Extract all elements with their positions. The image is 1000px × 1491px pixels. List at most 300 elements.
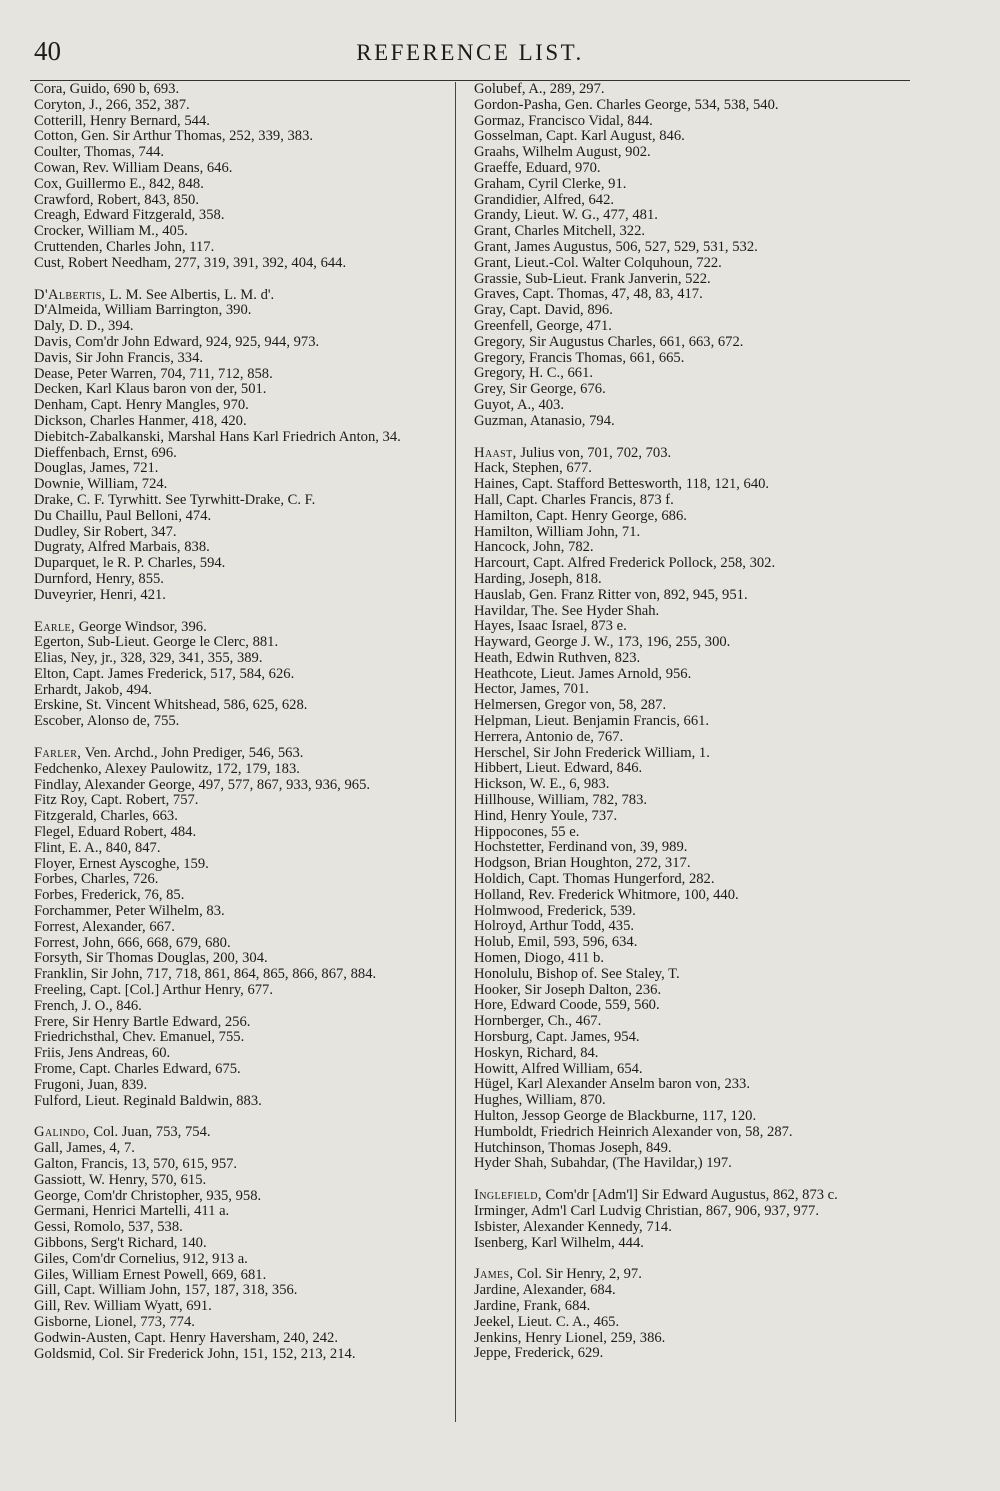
entry-text: French, J. O., 846.: [34, 997, 142, 1014]
entry-text: Forrest, Alexander, 667.: [34, 918, 175, 935]
entry-text: Gall, James, 4, 7.: [34, 1140, 135, 1157]
entry-text: Giles, Com'dr Cornelius, 912, 913 a.: [34, 1250, 248, 1267]
index-entry: [34, 145, 449, 161]
entry-text: Egerton, Sub-Lieut. George le Clerc, 881.: [34, 634, 279, 651]
index-entry: [34, 1283, 449, 1299]
entry-text: Jeppe, Frederick, 629.: [474, 1345, 604, 1362]
index-entry: [474, 1331, 902, 1347]
index-entry: [474, 556, 902, 572]
entry-text: Cruttenden, Charles John, 117.: [34, 238, 215, 255]
entry-text: Gessi, Romolo, 537, 538.: [34, 1219, 183, 1236]
entry-text: Friedrichsthal, Chev. Emanuel, 755.: [34, 1029, 245, 1046]
entry-text: Forbes, Charles, 726.: [34, 871, 159, 888]
index-entry: [34, 620, 449, 636]
index-entry: [34, 1299, 449, 1315]
index-entry: [474, 208, 902, 224]
index-entry: [34, 398, 449, 414]
index-entry: [474, 856, 902, 872]
entry-text: Golubef, A., 289, 297.: [474, 81, 605, 97]
index-entry: [34, 778, 449, 794]
index-entry: [474, 1014, 902, 1030]
entry-text: Heathcote, Lieut. James Arnold, 956.: [474, 665, 692, 682]
entry-text: Davis, Sir John Francis, 334.: [34, 349, 204, 366]
entry-text: Gregory, H. C., 661.: [474, 365, 594, 382]
entry-text: Gisborne, Lionel, 773, 774.: [34, 1313, 195, 1330]
index-entry: [34, 1331, 449, 1347]
entry-text: Erskine, St. Vincent Whitshead, 586, 625, 628.: [34, 697, 308, 714]
index-entry: [474, 1283, 902, 1299]
index-entry: [474, 935, 902, 951]
entry-text: Ven. Archd., John Prediger, 546, 563.: [81, 745, 304, 762]
entry-text: Dieffenbach, Ernst, 696.: [34, 444, 177, 461]
entry-text: Grassie, Sub-Lieut. Frank Janverin, 522.: [474, 270, 711, 287]
index-entry: [34, 319, 449, 335]
index-entry: [34, 414, 449, 430]
entry-text: Irminger, Adm'l Carl Ludvig Christian, 867, 906, 937, 977.: [474, 1202, 819, 1219]
index-entry: [474, 1204, 902, 1220]
index-entry: [474, 509, 902, 525]
index-entry: [474, 1299, 902, 1315]
index-entry: [34, 841, 449, 857]
index-entry: [474, 1109, 902, 1125]
index-entry: [474, 1062, 902, 1078]
entry-text: Fedchenko, Alexey Paulowitz, 172, 179, 183.: [34, 760, 300, 777]
index-entry: [474, 114, 902, 130]
entry-text: Isbister, Alexander Kennedy, 714.: [474, 1218, 672, 1235]
entry-text: Crawford, Robert, 843, 850.: [34, 191, 199, 208]
index-entry: [34, 588, 449, 604]
index-entry: [474, 398, 902, 414]
entry-text: Hodgson, Brian Houghton, 272, 317.: [474, 855, 691, 872]
page-number: 40: [34, 36, 61, 66]
entry-text: Hind, Henry Youle, 737.: [474, 807, 618, 824]
index-entry: [34, 288, 449, 304]
index-entry: [34, 525, 449, 541]
entry-text: Frugoni, Juan, 839.: [34, 1076, 148, 1093]
index-entry: [34, 351, 449, 367]
entry-text: Giles, William Ernest Powell, 669, 681.: [34, 1266, 267, 1283]
index-entry: [34, 208, 449, 224]
entry-surname-smallcaps: James,: [474, 1266, 514, 1283]
index-entry: [34, 936, 449, 952]
index-entry: [474, 967, 902, 983]
index-entry: [474, 303, 902, 319]
entry-text: Helpman, Lieut. Benjamin Francis, 661.: [474, 713, 710, 730]
index-entry: [474, 998, 902, 1014]
index-entry: [34, 1094, 449, 1110]
entry-text: Decken, Karl Klaus baron von der, 501.: [34, 381, 267, 398]
entry-text: Gray, Capt. David, 896.: [474, 302, 613, 319]
index-entry: [34, 572, 449, 588]
index-entry: [474, 461, 902, 477]
index-entry: [474, 1315, 902, 1331]
index-entry: [474, 604, 902, 620]
index-entry: [34, 651, 449, 667]
index-entry: [34, 714, 449, 730]
index-entry: [34, 224, 449, 240]
entry-surname-smallcaps: Inglefield,: [474, 1187, 542, 1204]
entry-text: Gordon-Pasha, Gen. Charles George, 534, 538, 540.: [474, 96, 779, 113]
index-entry: [474, 809, 902, 825]
index-entry: [34, 762, 449, 778]
index-entry: [474, 446, 902, 462]
index-entry: [474, 540, 902, 556]
entry-text: Harcourt, Capt. Alfred Frederick Pollock, 258, 302.: [474, 555, 776, 572]
entry-text: Jardine, Frank, 684.: [474, 1297, 591, 1314]
entry-text: Duveyrier, Henri, 421.: [34, 586, 166, 603]
index-entry: [474, 161, 902, 177]
index-entry: [34, 888, 449, 904]
section-gap: [34, 604, 449, 620]
entry-text: Gosselman, Capt. Karl August, 846.: [474, 128, 685, 145]
index-entry: [474, 588, 902, 604]
entry-text: Howitt, Alfred William, 654.: [474, 1060, 643, 1077]
entry-text: Hyder Shah, Subahdar, (The Havildar,) 197.: [474, 1155, 732, 1172]
entry-text: Findlay, Alexander George, 497, 577, 867, 933, 936, 965.: [34, 776, 371, 793]
index-entry: [474, 682, 902, 698]
entry-text: George, Com'dr Christopher, 935, 958.: [34, 1187, 262, 1204]
entry-text: Cotton, Gen. Sir Arthur Thomas, 252, 339, 383.: [34, 128, 314, 145]
entry-text: Grey, Sir George, 676.: [474, 381, 606, 398]
entry-text: Homen, Diogo, 411 b.: [474, 950, 604, 967]
entry-text: Hoskyn, Richard, 84.: [474, 1044, 599, 1061]
entry-text: Com'dr [Adm'l] Sir Edward Augustus, 862, 873 c.: [541, 1187, 838, 1204]
index-entry: [34, 999, 449, 1015]
index-entry: [474, 1125, 902, 1141]
index-entry: [474, 272, 902, 288]
index-entry: [34, 967, 449, 983]
entry-text: Friis, Jens Andreas, 60.: [34, 1045, 171, 1062]
entry-surname-smallcaps: Farler,: [34, 745, 82, 762]
index-entry: [474, 698, 902, 714]
entry-text: Gill, Capt. William John, 157, 187, 318, 356.: [34, 1282, 298, 1299]
entry-text: Hügel, Karl Alexander Anselm baron von, 233.: [474, 1076, 751, 1093]
entry-text: Hornberger, Ch., 467.: [474, 1013, 602, 1030]
entry-text: Forsyth, Sir Thomas Douglas, 200, 304.: [34, 950, 268, 967]
index-entry: [474, 1220, 902, 1236]
index-entry: [474, 651, 902, 667]
index-entry: [34, 1015, 449, 1031]
entry-text: Forbes, Frederick, 76, 85.: [34, 887, 185, 904]
index-entry: [474, 177, 902, 193]
index-entry: [34, 857, 449, 873]
entry-text: Hayes, Isaac Israel, 873 e.: [474, 618, 627, 635]
index-entry: [474, 1267, 902, 1283]
entry-text: Hack, Stephen, 677.: [474, 460, 592, 477]
index-entry: [474, 793, 902, 809]
index-entry: [474, 1093, 902, 1109]
index-entry: [474, 382, 902, 398]
entry-text: Gill, Rev. William Wyatt, 691.: [34, 1298, 212, 1315]
entry-text: Hall, Capt. Charles Francis, 873 f.: [474, 491, 674, 508]
entry-text: Downie, William, 724.: [34, 476, 168, 493]
entry-surname-smallcaps: Earle,: [34, 618, 76, 635]
index-entry: [34, 161, 449, 177]
index-entry: [34, 114, 449, 130]
index-entry: [474, 1236, 902, 1252]
entry-text: Hulton, Jessop George de Blackburne, 117, 120.: [474, 1108, 757, 1124]
entry-text: Hibbert, Lieut. Edward, 846.: [474, 760, 643, 777]
entry-text: Fulford, Lieut. Reginald Baldwin, 883.: [34, 1092, 262, 1109]
index-entry: [474, 82, 902, 98]
entry-text: Crocker, William M., 405.: [34, 223, 188, 240]
entry-text: Coryton, J., 266, 352, 387.: [34, 96, 190, 113]
entry-text: Hore, Edward Coode, 559, 560.: [474, 997, 660, 1014]
entry-text: Graves, Capt. Thomas, 47, 48, 83, 417.: [474, 286, 703, 303]
index-entry: [34, 698, 449, 714]
entry-text: Heath, Edwin Ruthven, 823.: [474, 649, 641, 666]
index-entry: [34, 1125, 449, 1141]
index-entry: [34, 193, 449, 209]
entry-text: Hayward, George J. W., 173, 196, 255, 300.: [474, 634, 731, 651]
index-entry: [34, 1268, 449, 1284]
index-entry: [474, 193, 902, 209]
index-entry: [34, 382, 449, 398]
index-entry: [34, 1252, 449, 1268]
entry-text: Davis, Com'dr John Edward, 924, 925, 944, 973.: [34, 333, 320, 350]
entry-text: Grant, Charles Mitchell, 322.: [474, 223, 646, 240]
entry-text: Grandidier, Alfred, 642.: [474, 191, 615, 208]
entry-text: Galton, Francis, 13, 570, 615, 957.: [34, 1156, 238, 1172]
column-divider: [455, 82, 456, 1422]
index-entry: [474, 635, 902, 651]
entry-text: Fitz Roy, Capt. Robert, 757.: [34, 792, 199, 809]
entry-text: Diebitch-Zabalkanski, Marshal Hans Karl Friedrich Anton, 34.: [34, 428, 401, 445]
entry-text: Elias, Ney, jr., 328, 329, 341, 355, 389.: [34, 650, 263, 667]
entry-text: Gassiott, W. Henry, 570, 615.: [34, 1171, 207, 1188]
entry-text: L. M. See Albertis, L. M. d'.: [105, 286, 275, 303]
entry-text: Haines, Capt. Stafford Bettesworth, 118, 121, 640.: [474, 476, 770, 493]
entry-text: Dugraty, Alfred Marbais, 838.: [34, 539, 210, 556]
entry-text: Hamilton, Capt. Henry George, 686.: [474, 507, 687, 524]
entry-text: Horsburg, Capt. James, 954.: [474, 1029, 640, 1046]
entry-text: Hughes, William, 870.: [474, 1092, 606, 1109]
running-title: REFERENCE LIST.: [356, 40, 584, 65]
entry-text: Dease, Peter Warren, 704, 711, 712, 858.: [34, 365, 273, 382]
entry-text: Gregory, Francis Thomas, 661, 665.: [474, 349, 685, 366]
index-entry: [474, 366, 902, 382]
entry-text: Franklin, Sir John, 717, 718, 861, 864, 865, 866, 867, 884.: [34, 966, 377, 983]
index-entry: [474, 1141, 902, 1157]
index-entry: [474, 319, 902, 335]
index-entry: [474, 1346, 902, 1362]
entry-text: Greenfell, George, 471.: [474, 317, 612, 334]
index-entry: [34, 667, 449, 683]
entry-text: Dickson, Charles Hanmer, 418, 420.: [34, 412, 247, 429]
entry-text: Jenkins, Henry Lionel, 259, 386.: [474, 1329, 666, 1346]
index-entry: [474, 240, 902, 256]
index-entry: [474, 619, 902, 635]
entry-text: Elton, Capt. James Frederick, 517, 584, 626.: [34, 665, 295, 682]
index-entry: [34, 1141, 449, 1157]
index-entry: [474, 1077, 902, 1093]
index-entry: [34, 1157, 449, 1173]
index-entry: [34, 493, 449, 509]
entry-text: Hutchinson, Thomas Joseph, 849.: [474, 1139, 672, 1156]
index-entry: [34, 82, 449, 98]
entry-text: Grandy, Lieut. W. G., 477, 481.: [474, 207, 658, 224]
index-entry: [474, 351, 902, 367]
index-entry: [34, 509, 449, 525]
entry-text: Creagh, Edward Fitzgerald, 358.: [34, 207, 225, 224]
index-entry: [474, 414, 902, 430]
index-entry: [34, 683, 449, 699]
index-entry: [34, 367, 449, 383]
entry-text: George Windsor, 396.: [75, 618, 207, 635]
entry-text: Guyot, A., 403.: [474, 396, 564, 413]
entry-text: Cust, Robert Needham, 277, 319, 391, 392, 404, 644.: [34, 254, 347, 271]
index-entry: [34, 303, 449, 319]
index-entry: [474, 1188, 902, 1204]
entry-text: Dudley, Sir Robert, 347.: [34, 523, 177, 540]
index-entry: [474, 224, 902, 240]
index-entry: [34, 461, 449, 477]
entry-text: Gregory, Sir Augustus Charles, 661, 663, 672.: [474, 333, 744, 350]
index-entry: [474, 256, 902, 272]
entry-text: Julius von, 701, 702, 703.: [516, 444, 672, 461]
entry-text: Hancock, John, 782.: [474, 539, 594, 556]
entry-text: Durnford, Henry, 855.: [34, 570, 164, 587]
entry-text: Drake, C. F. Tyrwhitt. See Tyrwhitt-Drake, C. F.: [34, 491, 316, 508]
index-entry: [34, 825, 449, 841]
entry-text: Fitzgerald, Charles, 663.: [34, 808, 178, 825]
entry-text: Cowan, Rev. William Deans, 646.: [34, 159, 233, 176]
index-entry: [474, 145, 902, 161]
index-entry: [34, 177, 449, 193]
entry-text: Hooker, Sir Joseph Dalton, 236.: [474, 981, 662, 998]
index-entry: [474, 888, 902, 904]
index-entry: [474, 983, 902, 999]
index-entry: [474, 825, 902, 841]
index-entry: [34, 1204, 449, 1220]
index-entry: [34, 746, 449, 762]
index-entry: [34, 1315, 449, 1331]
entry-text: Gormaz, Francisco Vidal, 844.: [474, 112, 653, 129]
index-entry: [474, 840, 902, 856]
entry-text: D'Almeida, William Barrington, 390.: [34, 302, 252, 319]
entry-text: Coulter, Thomas, 744.: [34, 144, 165, 161]
right-index-column: [474, 82, 902, 1362]
entry-text: Freeling, Capt. [Col.] Arthur Henry, 677.: [34, 982, 274, 999]
entry-text: Jardine, Alexander, 684.: [474, 1282, 616, 1299]
index-entry: [34, 540, 449, 556]
index-entry: [34, 1046, 449, 1062]
entry-text: Hamilton, William John, 71.: [474, 523, 641, 540]
index-entry: [34, 335, 449, 351]
section-gap: [474, 430, 902, 446]
entry-text: Floyer, Ernest Ayscoghe, 159.: [34, 855, 209, 872]
section-gap: [34, 1109, 449, 1125]
entry-text: Holdich, Capt. Thomas Hungerford, 282.: [474, 871, 715, 888]
entry-text: Hickson, W. E., 6, 983.: [474, 776, 610, 793]
entry-text: Col. Sir Henry, 2, 97.: [513, 1266, 642, 1283]
index-entry: [474, 777, 902, 793]
index-entry: [34, 951, 449, 967]
entry-text: Jeekel, Lieut. C. A., 465.: [474, 1313, 620, 1330]
entry-text: Havildar, The. See Hyder Shah.: [474, 602, 660, 619]
entry-text: Graham, Cyril Clerke, 91.: [474, 175, 627, 192]
entry-text: Flint, E. A., 840, 847.: [34, 839, 161, 856]
entry-surname-smallcaps: Haast,: [474, 444, 517, 461]
entry-text: Hector, James, 701.: [474, 681, 589, 698]
entry-text: Harding, Joseph, 818.: [474, 570, 602, 587]
index-entry: [34, 1173, 449, 1189]
index-entry: [474, 335, 902, 351]
index-entry: [34, 635, 449, 651]
index-entry: [474, 1156, 902, 1172]
entry-text: Douglas, James, 721.: [34, 460, 159, 477]
left-index-column: [34, 82, 449, 1362]
index-entry: [474, 1046, 902, 1062]
index-entry: [34, 793, 449, 809]
entry-surname-smallcaps: Galindo,: [34, 1124, 90, 1141]
index-entry: [34, 1189, 449, 1205]
entry-text: Graahs, Wilhelm August, 902.: [474, 144, 651, 161]
entry-surname-smallcaps: D'Albertis,: [34, 286, 106, 303]
index-entry: [34, 240, 449, 256]
index-entry: [474, 525, 902, 541]
entry-text: Cox, Guillermo E., 842, 848.: [34, 175, 204, 192]
index-entry: [474, 951, 902, 967]
index-entry: [474, 714, 902, 730]
entry-text: Denham, Capt. Henry Mangles, 970.: [34, 397, 249, 414]
section-gap: [474, 1251, 902, 1267]
index-entry: [474, 872, 902, 888]
entry-text: Du Chaillu, Paul Belloni, 474.: [34, 507, 212, 524]
entry-text: Herschel, Sir John Frederick William, 1.: [474, 744, 710, 761]
entry-text: Cotterill, Henry Bernard, 544.: [34, 112, 210, 129]
index-entry: [34, 1347, 449, 1363]
entry-text: Escober, Alonso de, 755.: [34, 713, 180, 730]
index-entry: [474, 667, 902, 683]
entry-text: Daly, D. D., 394.: [34, 318, 134, 335]
index-entry: [34, 920, 449, 936]
entry-text: Erhardt, Jakob, 494.: [34, 681, 152, 698]
index-entry: [474, 129, 902, 145]
entry-text: Hillhouse, William, 782, 783.: [474, 792, 648, 809]
index-entry: [474, 761, 902, 777]
entry-text: Grant, Lieut.-Col. Walter Colquhoun, 722.: [474, 254, 722, 271]
index-entry: [474, 919, 902, 935]
index-entry: [474, 287, 902, 303]
index-entry: [34, 477, 449, 493]
section-gap: [474, 1172, 902, 1188]
entry-text: Holroyd, Arthur Todd, 435.: [474, 918, 635, 935]
entry-text: Gibbons, Serg't Richard, 140.: [34, 1234, 207, 1251]
index-entry: [474, 904, 902, 920]
entry-text: Frome, Capt. Charles Edward, 675.: [34, 1061, 241, 1078]
entry-text: Honolulu, Bishop of. See Staley, T.: [474, 965, 680, 982]
entry-text: Holland, Rev. Frederick Whitmore, 100, 440.: [474, 886, 739, 903]
index-entry: [34, 1236, 449, 1252]
entry-text: Isenberg, Karl Wilhelm, 444.: [474, 1234, 644, 1251]
index-entry: [34, 98, 449, 114]
entry-text: Grant, James Augustus, 506, 527, 529, 531, 532.: [474, 238, 758, 255]
index-entry: [34, 430, 449, 446]
entry-text: Hippocones, 55 e.: [474, 823, 580, 840]
entry-text: Helmersen, Gregor von, 58, 287.: [474, 697, 667, 714]
entry-text: Hochstetter, Ferdinand von, 39, 989.: [474, 839, 688, 856]
entry-text: Col. Juan, 753, 754.: [89, 1124, 211, 1141]
index-entry: [34, 446, 449, 462]
entry-text: Cora, Guido, 690 b, 693.: [34, 81, 180, 97]
index-entry: [34, 872, 449, 888]
entry-text: Godwin-Austen, Capt. Henry Haversham, 240, 242.: [34, 1329, 338, 1346]
index-entry: [474, 1030, 902, 1046]
index-entry: [474, 98, 902, 114]
index-entry: [474, 477, 902, 493]
index-entry: [474, 730, 902, 746]
